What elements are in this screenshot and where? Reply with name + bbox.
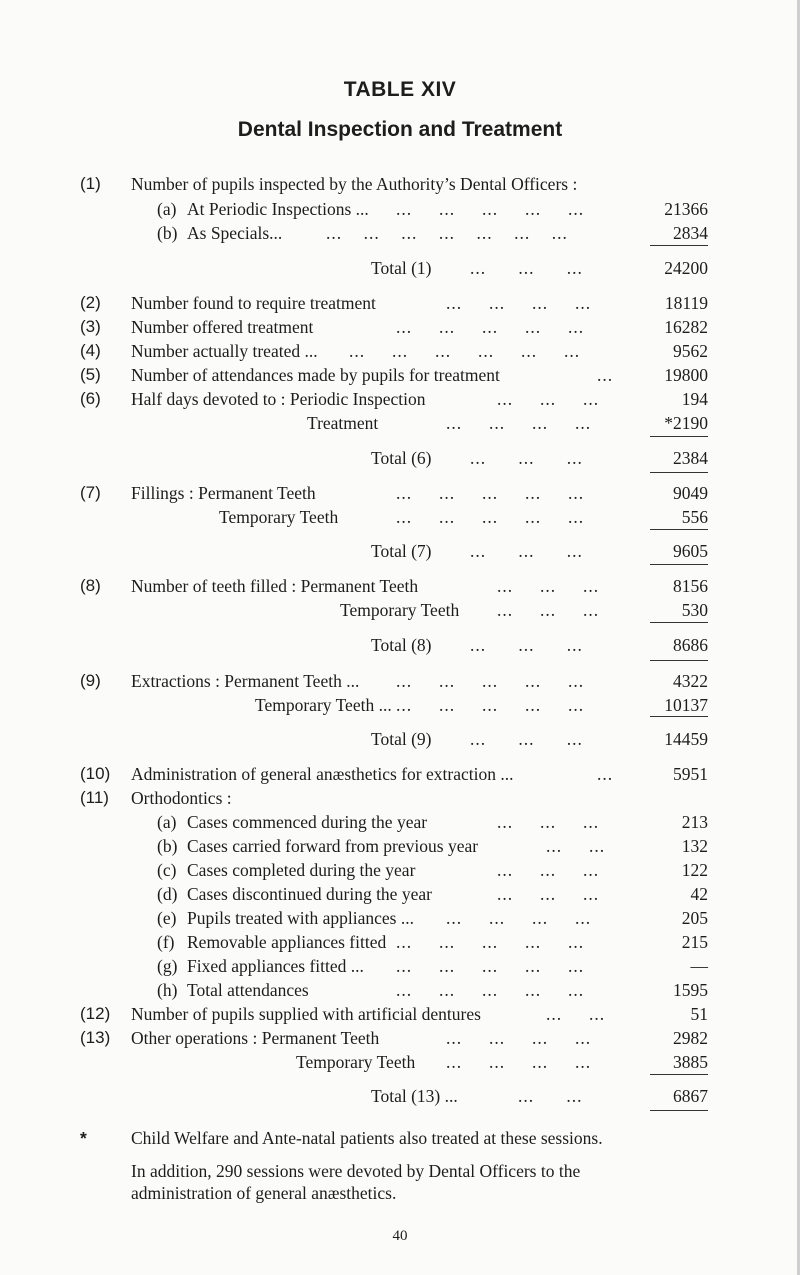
row-label: Number of attendances made by pupils for treatment — [131, 365, 500, 385]
total-label: Total (8) — [371, 635, 432, 655]
row-value: 530 — [681, 600, 708, 620]
rule — [650, 660, 708, 661]
footnote-marker: * — [80, 1128, 87, 1148]
row-value: 205 — [681, 908, 708, 928]
row-9b — [0, 693, 800, 717]
row-value: 5951 — [673, 764, 708, 784]
leader-dots: ... ... ... ... — [446, 1028, 592, 1048]
row-number: (1) — [80, 174, 101, 193]
leader-dots: ... ... ... — [497, 812, 600, 832]
row-label: Number offered treatment — [131, 317, 314, 337]
total-1 — [0, 256, 800, 280]
row-label: Treatment — [307, 413, 379, 433]
row-10 — [0, 762, 800, 786]
leader-dots: ... ... ... ... — [446, 908, 592, 928]
leader-dots: ... ... ... — [497, 884, 600, 904]
leader-dots: ... ... ... — [497, 576, 600, 596]
row-value: 10137 — [664, 695, 708, 715]
row-value: 9562 — [673, 341, 708, 361]
row-value: 132 — [681, 836, 708, 856]
row-11h — [0, 978, 800, 1002]
leader-dots: ... ... ... ... ... — [396, 199, 585, 219]
leader-dots: ... ... ... — [470, 258, 583, 278]
leader-dots: ... ... ... — [497, 860, 600, 880]
total-13 — [0, 1084, 800, 1108]
row-6 — [0, 387, 800, 411]
total-value: 14459 — [664, 729, 708, 749]
row-sub-number: (g) — [157, 956, 178, 976]
row-label: Cases completed during the year — [187, 860, 416, 880]
rule — [650, 716, 708, 717]
row-sub-number: (f) — [157, 932, 175, 952]
row-number: (6) — [80, 389, 101, 408]
total-value: 9605 — [673, 541, 708, 561]
total-value: 8686 — [673, 635, 708, 655]
row-8b — [0, 598, 800, 622]
row-value: *2190 — [664, 413, 708, 433]
row-label: As Specials... — [187, 223, 283, 243]
row-value: 4322 — [673, 671, 708, 691]
leader-dots: ... — [597, 764, 614, 784]
row-number: (5) — [80, 365, 101, 384]
row-label: Fixed appliances fitted ... — [187, 956, 364, 976]
leader-dots: ... — [597, 365, 614, 385]
leader-dots: ... ... ... — [470, 541, 583, 561]
row-value: 8156 — [673, 576, 708, 596]
rule — [650, 1074, 708, 1075]
leader-dots: ... ... ... ... ... — [396, 980, 585, 1000]
rule — [650, 564, 708, 565]
total-value: 6867 — [673, 1086, 708, 1106]
row-11f — [0, 930, 800, 954]
leader-dots: ... ... ... ... ... ... — [349, 341, 581, 361]
row-sub-number: (b) — [157, 223, 178, 243]
total-value: 24200 — [664, 258, 708, 278]
row-8 — [0, 574, 800, 598]
row-sub-number: (a) — [157, 199, 177, 219]
row-13 — [0, 1026, 800, 1050]
row-sub-number: (e) — [157, 908, 177, 928]
row-label: Temporary Teeth ... — [255, 695, 392, 715]
row-4 — [0, 339, 800, 363]
row-sub-number: (c) — [157, 860, 177, 880]
row-value: 18119 — [664, 293, 708, 313]
row-number: (12) — [80, 1004, 111, 1023]
leader-dots: ... ... — [546, 1004, 606, 1024]
row-11 — [0, 786, 800, 810]
row-value: 3885 — [673, 1052, 708, 1072]
row-sub-number: (b) — [157, 836, 178, 856]
leader-dots: ... ... ... ... — [446, 413, 592, 433]
row-label: Other operations : Permanent Teeth — [131, 1028, 380, 1048]
row-value: 122 — [681, 860, 708, 880]
total-label: Total (6) — [371, 448, 432, 468]
row-label: Administration of general anæsthetics for extraction ... — [131, 764, 514, 784]
row-label: Temporary Teeth — [219, 507, 339, 527]
row-label: Orthodontics : — [131, 788, 232, 808]
leader-dots: ... ... ... ... ... — [396, 932, 585, 952]
leader-dots: ... ... ... ... ... — [396, 956, 585, 976]
row-5 — [0, 363, 800, 387]
row-value: 556 — [681, 507, 708, 527]
row-7 — [0, 481, 800, 505]
paragraph-line-1: In addition, 290 sessions were devoted by Dental Officers to the — [131, 1161, 581, 1181]
leader-dots: ... ... ... ... ... — [396, 695, 585, 715]
table-subtitle: Dental Inspection and Treatment — [237, 118, 563, 141]
row-number: (3) — [80, 317, 101, 336]
row-11d — [0, 882, 800, 906]
row-value: 213 — [681, 812, 708, 832]
row-7b — [0, 505, 800, 529]
leader-dots: ... ... ... — [470, 729, 583, 749]
rule — [650, 472, 708, 473]
total-label: Total (7) — [371, 541, 432, 561]
row-label: Half days devoted to : Periodic Inspection — [131, 389, 426, 409]
paragraph-line-2: administration of general anæsthetics. — [131, 1183, 397, 1203]
leader-dots: ... ... ... ... ... — [396, 483, 585, 503]
row-label: Temporary Teeth — [296, 1052, 416, 1072]
footnote-text: Child Welfare and Ante-natal patients also treated at these sessions. — [131, 1128, 603, 1148]
leader-dots: ... ... ... ... — [446, 1052, 592, 1072]
row-sub-number: (a) — [157, 812, 177, 832]
row-11g — [0, 954, 800, 978]
row-1b — [0, 221, 800, 245]
row-sub-number: (d) — [157, 884, 178, 904]
row-11a — [0, 810, 800, 834]
leader-dots: ... ... — [546, 836, 606, 856]
row-11b — [0, 834, 800, 858]
row-label: Fillings : Permanent Teeth — [131, 483, 316, 503]
row-number: (11) — [80, 788, 109, 807]
leader-dots: ... ... — [518, 1086, 583, 1106]
row-number: (2) — [80, 293, 101, 312]
row-value: 16282 — [664, 317, 708, 337]
rule — [650, 245, 708, 246]
row-label: Total attendances — [187, 980, 309, 1000]
page-number: 40 — [392, 1228, 408, 1244]
table-title: TABLE XIV — [343, 78, 457, 101]
row-number: (9) — [80, 671, 101, 690]
rule — [650, 436, 708, 437]
row-label: Cases carried forward from previous year — [187, 836, 479, 856]
row-11e — [0, 906, 800, 930]
row-number: (8) — [80, 576, 101, 595]
row-9 — [0, 669, 800, 693]
row-11c — [0, 858, 800, 882]
row-number: (7) — [80, 483, 101, 502]
row-label: Cases commenced during the year — [187, 812, 428, 832]
row-value: 9049 — [673, 483, 708, 503]
total-label: Total (9) — [371, 729, 432, 749]
row-label: Temporary Teeth — [340, 600, 460, 620]
leader-dots: ... ... ... — [497, 600, 600, 620]
row-value: 51 — [690, 1004, 708, 1024]
row-label: Number actually treated ... — [131, 341, 318, 361]
row-label: Pupils treated with appliances ... — [187, 908, 414, 928]
row-number: (13) — [80, 1028, 111, 1047]
leader-dots: ... ... ... — [497, 389, 600, 409]
row-1 — [0, 172, 800, 196]
row-number: (4) — [80, 341, 101, 360]
row-label: Number of teeth filled : Permanent Teeth — [131, 576, 419, 596]
total-6 — [0, 446, 800, 470]
row-value: 2982 — [673, 1028, 708, 1048]
row-13b — [0, 1050, 800, 1074]
total-label: Total (13) ... — [371, 1086, 458, 1106]
row-value: 19800 — [664, 365, 708, 385]
leader-dots: ... ... ... ... ... — [396, 671, 585, 691]
row-label: Number found to require treatment — [131, 293, 376, 313]
row-number: (10) — [80, 764, 111, 783]
row-6b — [0, 411, 800, 435]
row-value: 42 — [690, 884, 708, 904]
row-2 — [0, 291, 800, 315]
leader-dots: ... ... ... — [470, 448, 583, 468]
row-value: — — [690, 956, 708, 976]
total-9 — [0, 727, 800, 751]
row-value: 2834 — [673, 223, 708, 243]
row-value: 215 — [681, 932, 708, 952]
row-1a — [0, 197, 800, 221]
total-8 — [0, 633, 800, 657]
row-label: Extractions : Permanent Teeth ... — [131, 671, 360, 691]
total-7 — [0, 539, 800, 563]
row-label: Number of pupils inspected by the Authority’s Dental Officers : — [131, 174, 578, 194]
leader-dots: ... ... ... ... ... — [396, 317, 585, 337]
rule — [650, 1110, 708, 1111]
row-label: Cases discontinued during the year — [187, 884, 432, 904]
rule — [650, 622, 708, 623]
row-label: Removable appliances fitted — [187, 932, 387, 952]
total-label: Total (1) — [371, 258, 432, 278]
row-label: At Periodic Inspections ... — [187, 199, 369, 219]
leader-dots: ... ... ... — [470, 635, 583, 655]
leader-dots: ... ... ... ... ... ... ... — [326, 223, 568, 243]
row-value: 1595 — [673, 980, 708, 1000]
total-value: 2384 — [673, 448, 708, 468]
row-value: 194 — [681, 389, 708, 409]
rule — [650, 529, 708, 530]
leader-dots: ... ... ... ... ... — [396, 507, 585, 527]
row-12 — [0, 1002, 800, 1026]
row-label: Number of pupils supplied with artificial dentures — [131, 1004, 481, 1024]
row-sub-number: (h) — [157, 980, 178, 1000]
row-value: 21366 — [664, 199, 708, 219]
leader-dots: ... ... ... ... — [446, 293, 592, 313]
row-3 — [0, 315, 800, 339]
